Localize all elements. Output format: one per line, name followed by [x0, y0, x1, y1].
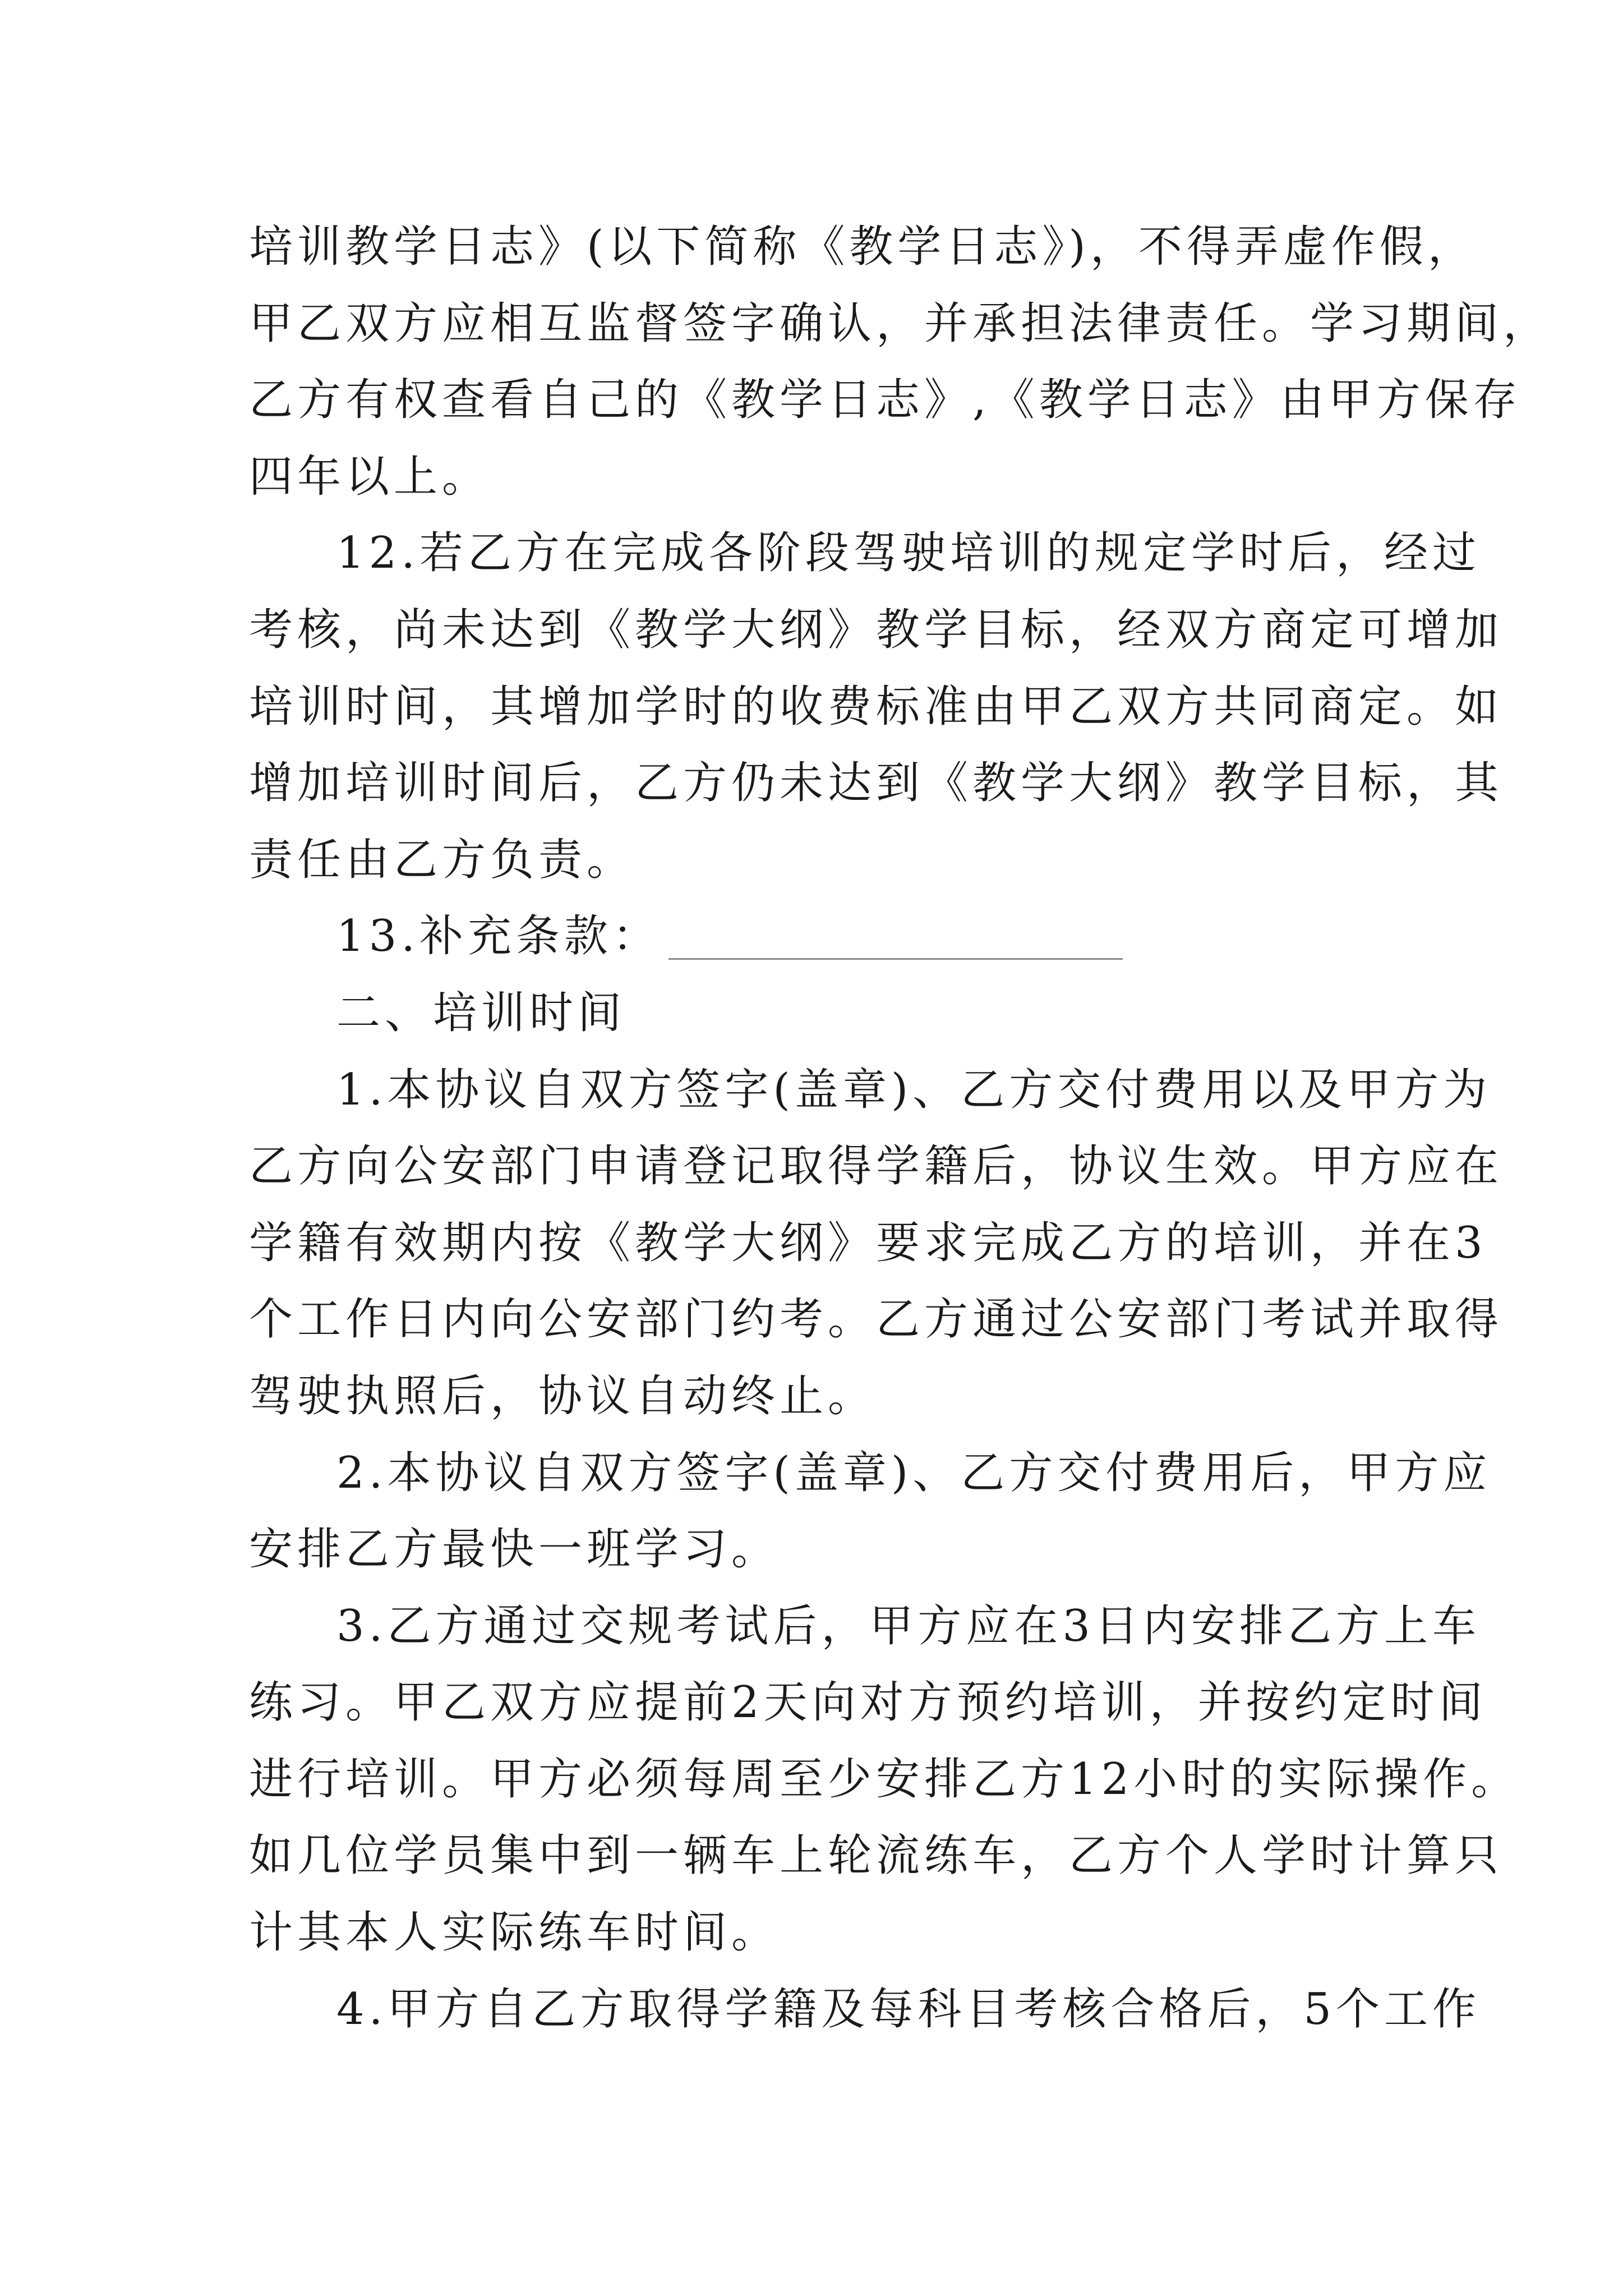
clause-12-line: 12.若乙方在完成各阶段驾驶培训的规定学时后，经过 — [336, 528, 1481, 579]
clause-2-line: 2.本协议自双方签字(盖章)、乙方交付费用后，甲方应 — [336, 1447, 1492, 1498]
text-line: 安排乙方最快一班学习。 — [249, 1524, 780, 1575]
text-line: 责任由乙方负责。 — [249, 834, 635, 885]
clause-4-line: 4.甲方自乙方取得学籍及每科目考核合格后，5个工作 — [336, 1984, 1481, 2035]
text-line: 增加培训时间后，乙方仍未达到《教学大纲》教学目标，其 — [249, 758, 1504, 809]
text-line: 乙方向公安部门申请登记取得学籍后，协议生效。甲方应在 — [249, 1141, 1504, 1192]
text-line: 培训教学日志》(以下简称《教学日志》)，不得弄虚作假， — [249, 222, 1476, 272]
text-line: 计其本人实际练车时间。 — [249, 1907, 780, 1958]
text-line: 乙方有权查看自己的《教学日志》,《教学日志》由甲方保存 — [249, 375, 1521, 426]
clause-13-line — [249, 898, 1376, 975]
text-line: 四年以上。 — [249, 451, 491, 502]
text-line: 进行培训。甲方必须每周至少安排乙方12小时的实际操作。 — [249, 1754, 1520, 1805]
text-line: 驾驶执照后，协议自动终止。 — [249, 1370, 877, 1421]
text-line: 练习。甲乙双方应提前2天向对方预约培训，并按约定时间 — [249, 1677, 1487, 1728]
text-line: 甲乙双方应相互监督签字确认，并承担法律责任。学习期间， — [249, 298, 1552, 349]
fill-in-blank-line — [668, 919, 1123, 960]
text-line: 培训时间，其增加学时的收费标准由甲乙双方共同商定。如 — [249, 681, 1504, 732]
clause-1-line: 1.本协议自双方签字(盖章)、乙方交付费用以及甲方为 — [336, 1064, 1492, 1115]
clause-3-line: 3.乙方通过交规考试后，甲方应在3日内安排乙方上车 — [336, 1600, 1481, 1651]
text-line: 个工作日内向公安部门约考。乙方通过公安部门考试并取得 — [249, 1294, 1504, 1345]
section-heading-training-time: 二、培训时间 — [336, 987, 626, 1038]
document-body — [249, 209, 1552, 2047]
text-line: 学籍有效期内按《教学大纲》要求完成乙方的培训，并在3 — [249, 1217, 1487, 1268]
text-line: 如几位学员集中到一辆车上轮流练车，乙方个人学时计算只 — [249, 1830, 1504, 1881]
supplementary-terms-label: 13.补充条款： — [336, 911, 661, 962]
text-line: 考核，尚未达到《教学大纲》教学目标，经双方商定可增加 — [249, 604, 1504, 655]
